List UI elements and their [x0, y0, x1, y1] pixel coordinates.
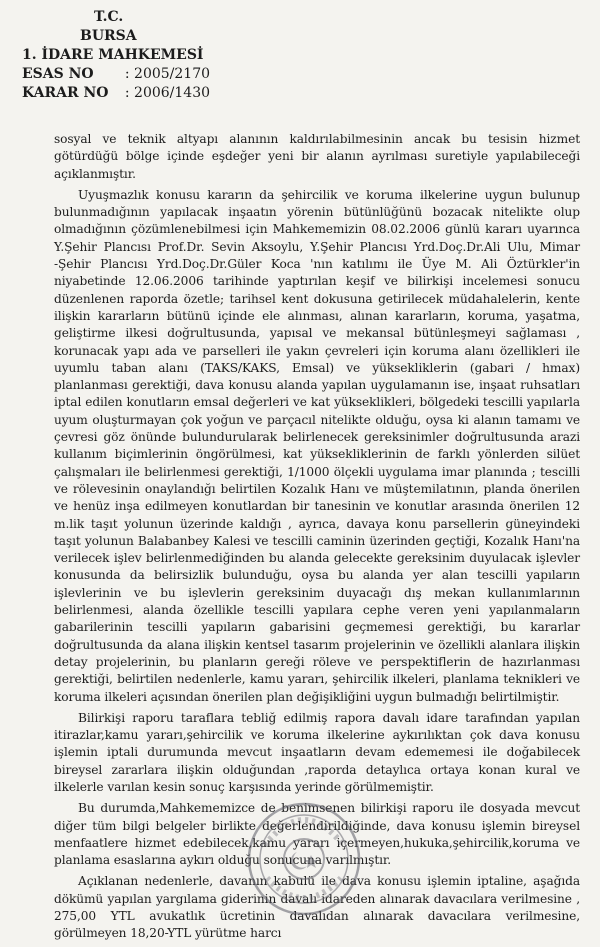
- paragraph-decision: Açıklanan nedenlerle, davanın kabulü ile dava konusu işlemin iptaline, aşağıda dökümü yapılan yargılama giderinin davalı idareden alınarak davacılara verilmesine , 275,00 YTL avukatlık ücretinin davalıdan alınarak davacılara verilmesine, görülmeyen 18,20-YTL yürütme harcı: [54, 874, 580, 941]
- republic-abbrev: T.C.: [94, 9, 124, 25]
- karar-label: KARAR NO: [22, 85, 109, 101]
- esas-row: [22, 65, 210, 84]
- esas-label: ESAS NO: [22, 66, 94, 82]
- paragraph-objections: Bilirkişi raporu taraflara tebliğ edilmiş rapora davalı idare tarafından yapılan itirazlar,kamu yararı,şehircilik ve koruma ilkelerine aykırılıktan çok dava konusu işlemin iptali durumunda mevcut inşaatların devam edememesi ile doğabilecek bireysel zararlara ilişkin olduğundan ,raporda detaylıca ortaya konan kural ve ilkelerle varılan kesin sonuç karşısında yerinde görülmemiştir.: [54, 710, 580, 794]
- court-seal-icon: [245, 800, 363, 918]
- paragraph-conclusion: Bu durumda,Mahkememizce de benimsenen bilirkişi raporu ile dosyada mevcut diğer tüm bilgi belgeler birlikte değerlendirildiğinde, dava konusu işlemin bireysel menfaatlere hizmet edebilecek,kamu yararı içermeyen,hukuka,şehircilik,koruma ve planlama esaslarına aykırı olduğu sonucuna varılmıştır.: [54, 801, 580, 868]
- court-header: [22, 8, 210, 103]
- karar-row: [22, 84, 210, 103]
- esas-value: : 2005/2170: [124, 66, 211, 82]
- court-name: 1. İDARE MAHKEMESİ: [22, 47, 204, 63]
- paragraph-continuation: sosyal ve teknik altyapı alanının kaldırılabilmesinin ancak bu tesisin hizmet götürdüğü bölge içinde eşdeğer yeni bir alanın ayrılması suretiyle yapılabileceği açıklanmıştır.: [54, 132, 580, 181]
- karar-value: : 2006/1430: [124, 85, 211, 101]
- city-name: BURSA: [80, 28, 137, 44]
- paragraph-expert-report: Uyuşmazlık konusu kararın da şehircilik ve koruma ilkelerine uygun bulunup bulunmadığının yapılacak inşaatın yörenin bütünlüğünü bozacak nitelikte olup olmadığının çözümlenebilmesi için Mahkememizin 08.02.2006 günlü kararı uyarınca Y.Şehir Plancısı Prof.Dr. Sevin Aksoylu, Y.Şehir Plancısı Yrd.Doç.Dr.Ali Ulu, Mimar -Şehir Plancısı Yrd.Doç.Dr.Güler Koca 'nın katılımı ile Üye M. Ali Öztürkler'in niyabetinde 12.06.2006 tarihinde yaptırılan keşif ve bilirkişi incelemesi sonucu düzenlenen raporda özetle; tarihsel kent dokusuna getirilecek müdahalelerin, kente ilişkin kararların bütünü içinde ele alınması, alınan kararların, koruma, yaşatma, geliştirme ilkesi doğrultusunda, yapısal ve mekansal bütünleşmeyi sağlaması , korunacak yapı ada ve parselleri ile yakın çevreleri için koruma alanı özellikleri ile uyumlu taban alanı (TAKS/KAKS, Emsal) ve yüksekliklerin (gabari / hmax) planlanması gerektiği, dava konusu alanda yapılan uygulamanın ise, inşaat ruhsatları iptal edilen konutların emsal değerleri ve kat yükseklikleri, bölgedeki tescilli yapılarla uyum oluşturmayan çok yoğun ve parçacıl nitelikte olduğu, oysa ki alanın tamamı ve çevresi göz önünde bulundurularak belirlenecek gereksinimler doğrultusunda arazi kullanım biçimlerinin öngörülmesi, kat yüksekliklerinin de farklı yönlerden silüet çalışmaları ile belirlenmesi gerektiği, 1/1000 ölçekli uygulama imar planında ; tescilli ve rölevesinin onaylandığı belirtilen Kozalık Hanı ve müştemilatının, planda önerilen ve henüz inşa edilmeyen konutlardan bir tanesinin ve konutlar arasında önerilen 12 m.lik taşıt yolunun üzerinde kaldığı , ayrıca, davaya konu parsellerin güneyindeki taşıt yolunun Balabanbey Kalesi ve tescilli caminin üzerinden geçtiği, Kozalık Hanı'na verilecek işlev belirlenmediğinden bu alanda gelecekte gereksinim duyulacak işlevler konusunda da belirsizlik bulunduğu, oysa bu alanda yer alan tescilli yapıların işlevlerinin ve bu işlevlerin gereksinim duyacağı dış mekan kullanımlarının belirlenmesi, alanda özellikle tescilli yapılara cephe veren yeni yapılanmaların gabarilerinin tescilli yapıların gabarisini geçmemesi gerektiği, bu kararlar doğrultusunda da alana ilişkin kentsel tasarım projelerinin ve özellikli alanlara ilişkin detay projelerinin, bu planların gereği röleve ve perspektiflerin de hazırlanması gerektiği, belirtilen nedenlerle, kamu yararı, şehircilik ilkeleri, planlama teknikleri ve koruma ilkeleri açısından önerilen plan değişikliğini uygun bulmadığı belirtilmiştir.: [54, 187, 580, 704]
